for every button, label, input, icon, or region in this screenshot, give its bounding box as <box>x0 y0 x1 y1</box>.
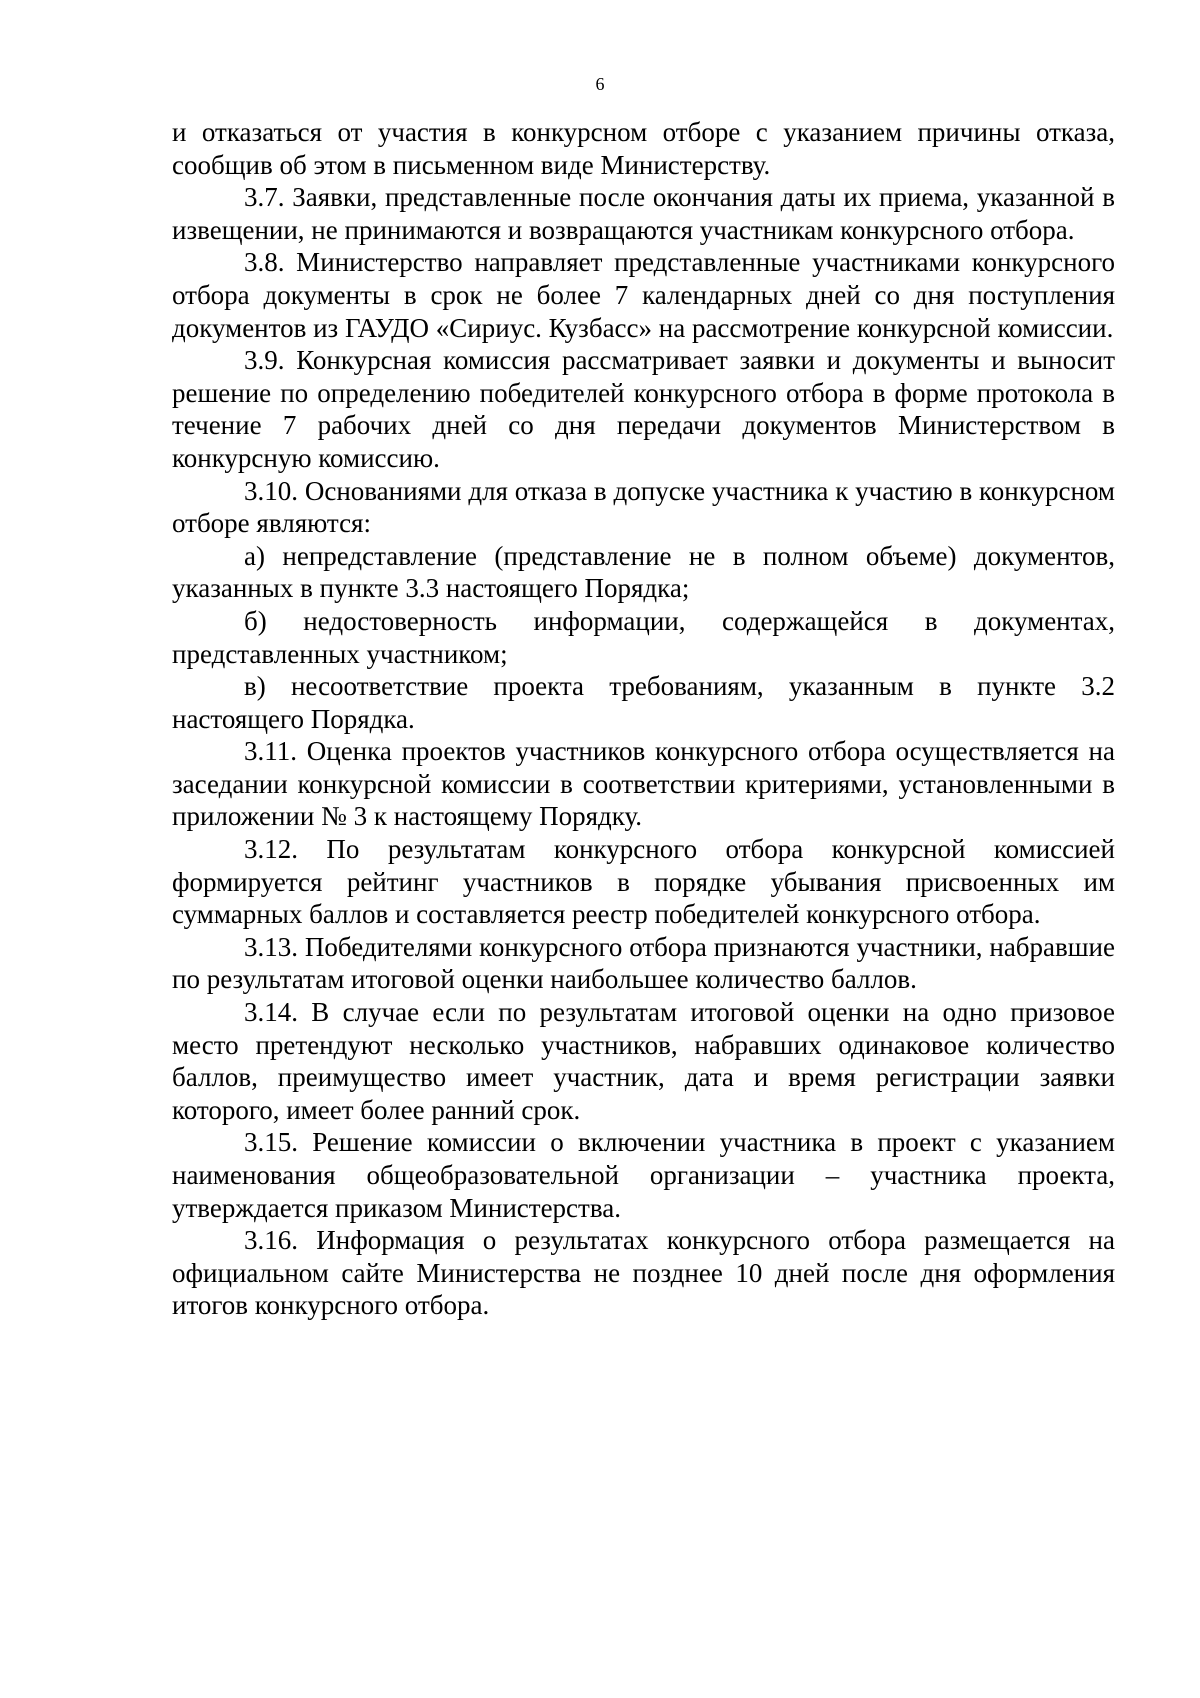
paragraph-3-13: 3.13. Победителями конкурсного отбора признаются участники, набравшие по результатам итоговой оценки наибольшее количество баллов. <box>172 931 1115 995</box>
list-item-a: а) непредставление (представление не в полном объеме) документов, указанных в пункте 3.3 настоящего Порядка; <box>172 540 1115 604</box>
paragraph-3-15: 3.15. Решение комиссии о включении участника в проект с указанием наименования общеобразовательной организации – участника проекта, утверждается приказом Министерства. <box>172 1127 1115 1223</box>
page-number: 6 <box>595 74 605 94</box>
paragraph-3-14: 3.14. В случае если по результатам итоговой оценки на одно призовое место претендуют несколько участников, набравших одинаковое количество баллов, преимущество имеет участник, дата и время регистрации заявки которого, имеет более ранний срок. <box>172 997 1115 1125</box>
document-body <box>172 116 1115 1322</box>
list-item-b: б) недостоверность информации, содержащейся в документах, представленных участником; <box>172 605 1115 669</box>
paragraph-3-10: 3.10. Основаниями для отказа в допуске участника к участию в конкурсном отборе являются: <box>172 475 1115 539</box>
paragraph-3-9: 3.9. Конкурсная комиссия рассматривает заявки и документы и выносит решение по определению победителей конкурсного отбора в форме протокола в течение 7 рабочих дней со дня передачи документов Министерством в конкурсную комиссию. <box>172 345 1115 473</box>
paragraph-3-8: 3.8. Министерство направляет представленные участниками конкурсного отбора документы в срок не более 7 календарных дней со дня поступления документов из ГАУДО «Сириус. Кузбасс» на рассмотрение конкурсной комиссии. <box>172 247 1115 343</box>
paragraph-3-7: 3.7. Заявки, представленные после окончания даты их приема, указанной в извещении, не принимаются и возвращаются участникам конкурсного отбора. <box>172 182 1115 245</box>
paragraph-3-16: 3.16. Информация о результатах конкурсного отбора размещается на официальном сайте Министерства не позднее 10 дней после дня оформления итогов конкурсного отбора. <box>172 1225 1115 1321</box>
list-item-v: в) несоответствие проекта требованиям, указанным в пункте 3.2 настоящего Порядка. <box>172 671 1115 734</box>
paragraph-3-12: 3.12. По результатам конкурсного отбора конкурсной комиссией формируется рейтинг участников в порядке убывания присвоенных им суммарных баллов и составляется реестр победителей конкурсного отбора. <box>172 834 1115 930</box>
paragraph-3-11: 3.11. Оценка проектов участников конкурсного отбора осуществляется на заседании конкурсной комиссии в соответствии критериями, установленными в приложении № 3 к настоящему Порядку. <box>172 736 1115 832</box>
paragraph-continuation: и отказаться от участия в конкурсном отборе с указанием причины отказа, сообщив об этом в письменном виде Министерству. <box>172 117 1115 180</box>
